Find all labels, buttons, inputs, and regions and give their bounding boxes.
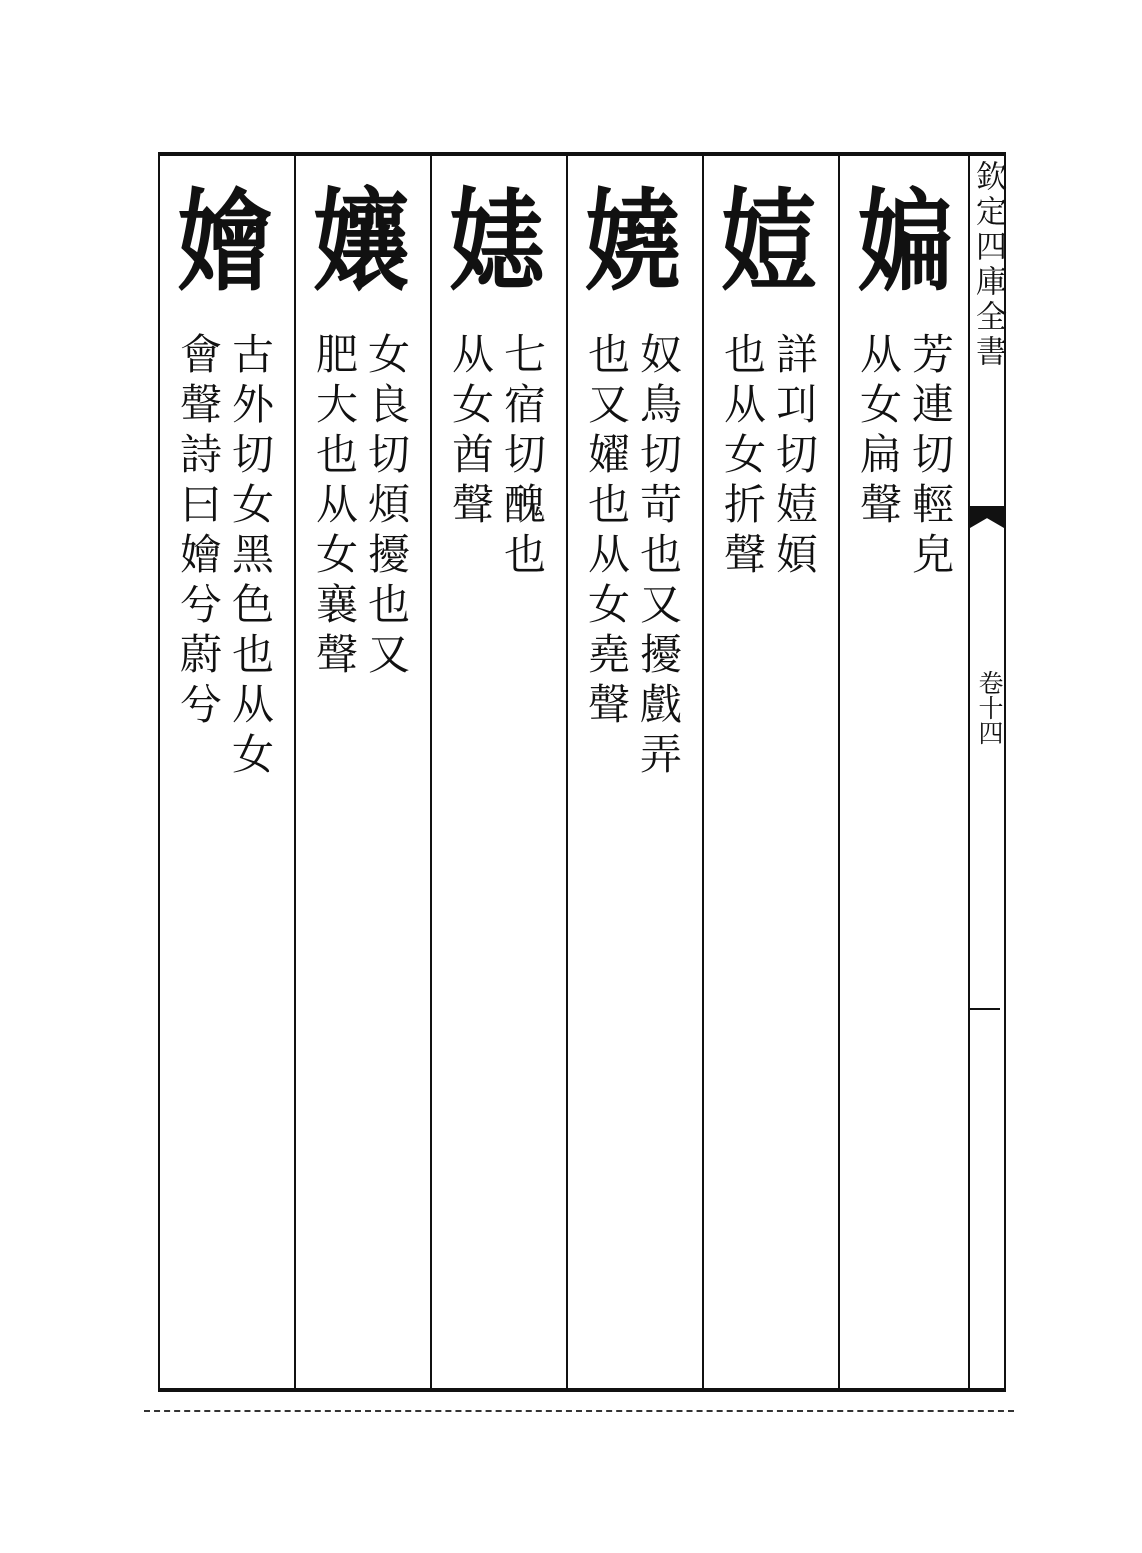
page-frame xyxy=(158,152,1006,1392)
seal-character: 嬈 xyxy=(585,176,681,307)
bottom-trim xyxy=(144,1410,1014,1412)
seal-character: 㜇 xyxy=(449,176,545,307)
gloss-line: 肥大也从女襄聲 xyxy=(310,332,359,682)
entry-column xyxy=(294,162,428,1387)
gloss-line: 會聲詩曰嬒兮蔚兮 xyxy=(174,332,223,732)
page-margin xyxy=(970,160,1006,1380)
entry-column xyxy=(158,162,292,1387)
entry-column xyxy=(702,162,836,1387)
seal-character: 㛸 xyxy=(721,176,817,307)
entry-column xyxy=(430,162,564,1387)
gloss-line: 从女酋聲 xyxy=(446,332,495,532)
gloss-line: 七宿切醜也 xyxy=(498,332,547,582)
seal-character: 孃 xyxy=(313,176,409,307)
margin-tick xyxy=(970,1008,1000,1010)
gloss-line: 奴鳥切苛也又擾戲弄 xyxy=(634,332,683,782)
gloss-line: 从女扁聲 xyxy=(854,332,903,532)
gloss-line: 詳㓚切㛸㛲 xyxy=(770,332,819,582)
gloss-line: 古外切女黑色也从女 xyxy=(226,332,275,782)
volume-number: 卷十四 xyxy=(975,670,1004,745)
bottom-border xyxy=(158,1388,1006,1392)
gloss-line: 也从女折聲 xyxy=(718,332,767,582)
gloss-line: 也又嬥也从女堯聲 xyxy=(582,332,631,732)
seal-character: 媥 xyxy=(857,176,953,307)
top-border xyxy=(158,152,1006,156)
fishtail-mark xyxy=(970,506,1004,528)
seal-character: 嬒 xyxy=(177,176,273,307)
entry-column xyxy=(838,162,972,1387)
entry-column xyxy=(566,162,700,1387)
gloss-line: 女良切煩擾也又 xyxy=(362,332,411,682)
book-title: 欽定四庫全書 xyxy=(970,160,1006,370)
gloss-line: 芳連切輕皃 xyxy=(906,332,955,582)
